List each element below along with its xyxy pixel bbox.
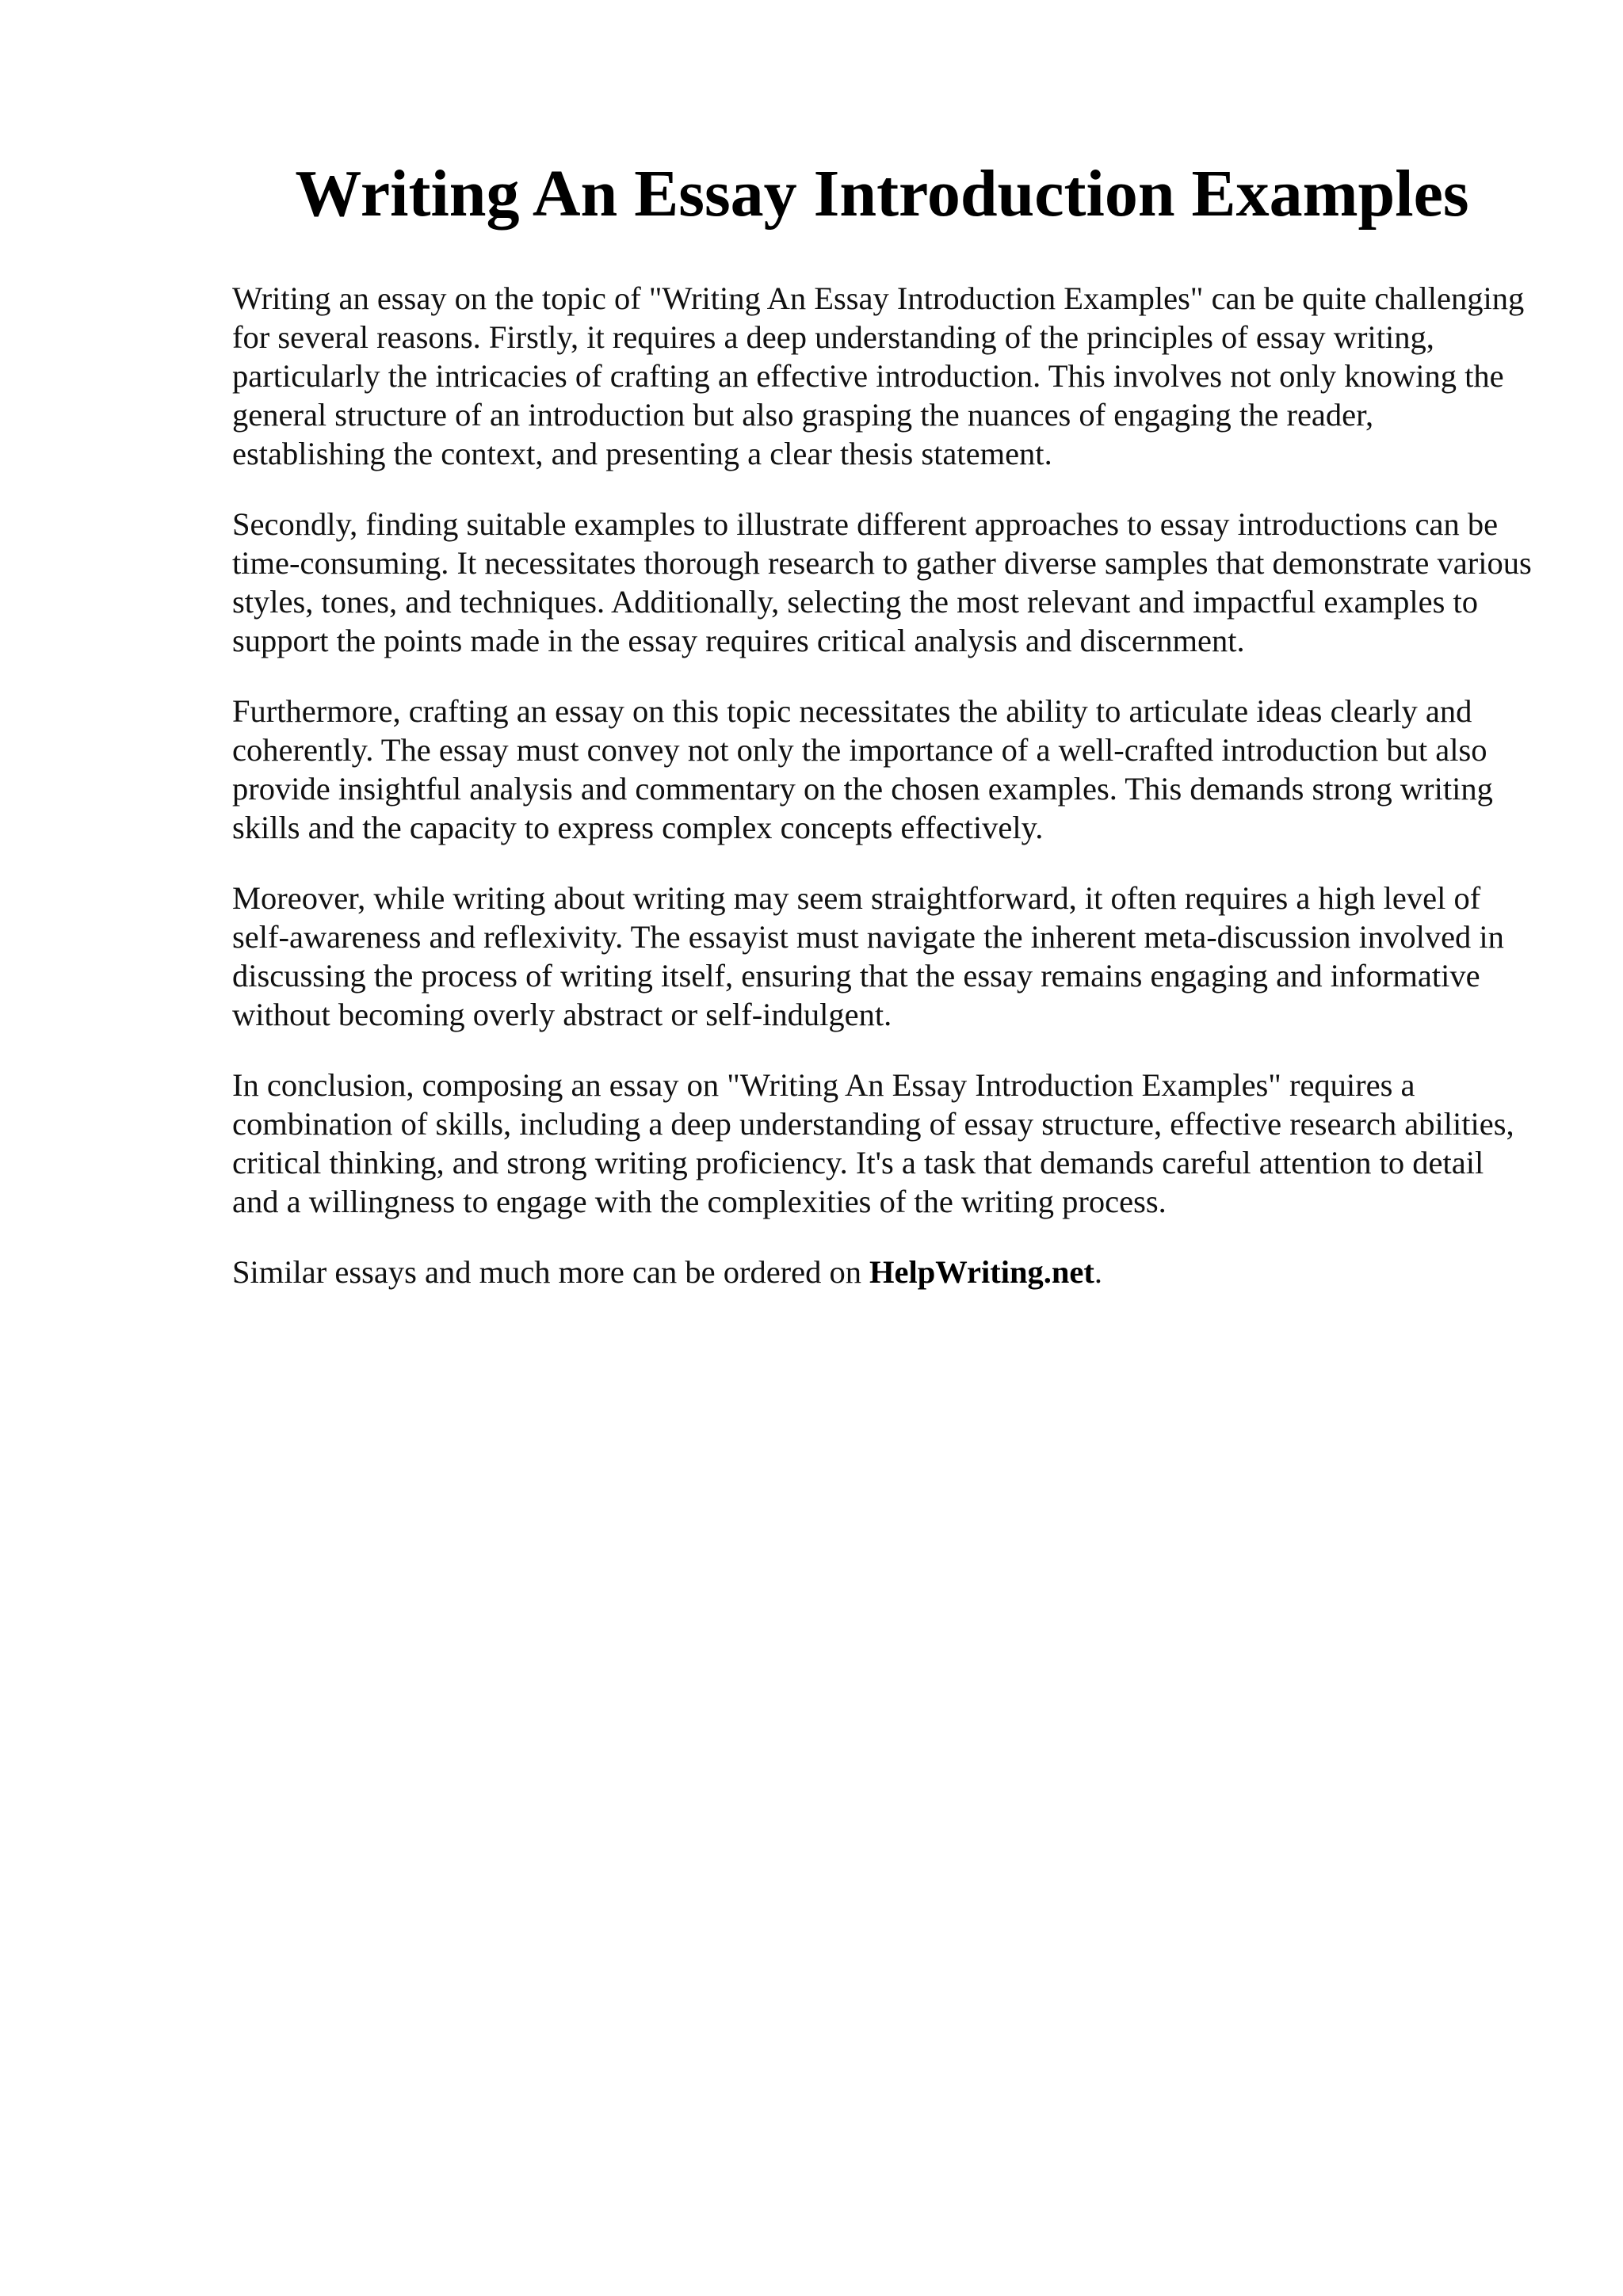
- document-title: Writing An Essay Introduction Examples: [295, 157, 1469, 231]
- closing-line: [232, 1253, 1532, 1291]
- paragraph-intro: Writing an essay on the topic of "Writing An Essay Introduction Examples" can be quite challenging for several reasons. Firstly, it requires a deep understanding of the principles of essay writing, particularly the intricacies of crafting an effective introduction. This involves not only knowing the general structure of an introduction but also grasping the nuances of engaging the reader, establishing the context, and presenting a clear thesis statement.: [232, 280, 1525, 471]
- paragraph-self-awareness: Moreover, while writing about writing may seem straightforward, it often requires a high level of self-awareness and reflexivity. The essayist must navigate the inherent meta-discussion involved in discussing the process of writing itself, ensuring that the essay remains engaging and informative without becoming overly abstract or self-indulgent.: [232, 880, 1504, 1032]
- closing-text: Similar essays and much more can be ordered on: [232, 1254, 862, 1290]
- document-content: [232, 151, 1532, 1291]
- brand-link[interactable]: HelpWriting.net: [869, 1254, 1094, 1290]
- paragraph-examples: Secondly, finding suitable examples to illustrate different approaches to essay introductions can be time-consuming. It necessitates thorough research to gather diverse samples that demonstrate various styles, tones, and techniques. Additionally, selecting the most relevant and impactful examples to support the points made in the essay requires critical analysis and discernment.: [232, 506, 1532, 658]
- paragraph-articulation: Furthermore, crafting an essay on this topic necessitates the ability to articulate ideas clearly and coherently. The essay must convey not only the importance of a well-crafted introduction but also provide insightful analysis and commentary on the chosen examples. This demands strong writing skills and the capacity to express complex concepts effectively.: [232, 693, 1493, 845]
- paragraph-conclusion: In conclusion, composing an essay on "Writing An Essay Introduction Examples" requires a combination of skills, including a deep understanding of essay structure, effective research abilities, critical thinking, and strong writing proficiency. It's a task that demands careful attention to detail and a willingness to engage with the complexities of the writing process.: [232, 1067, 1514, 1219]
- closing-period: .: [1094, 1254, 1103, 1290]
